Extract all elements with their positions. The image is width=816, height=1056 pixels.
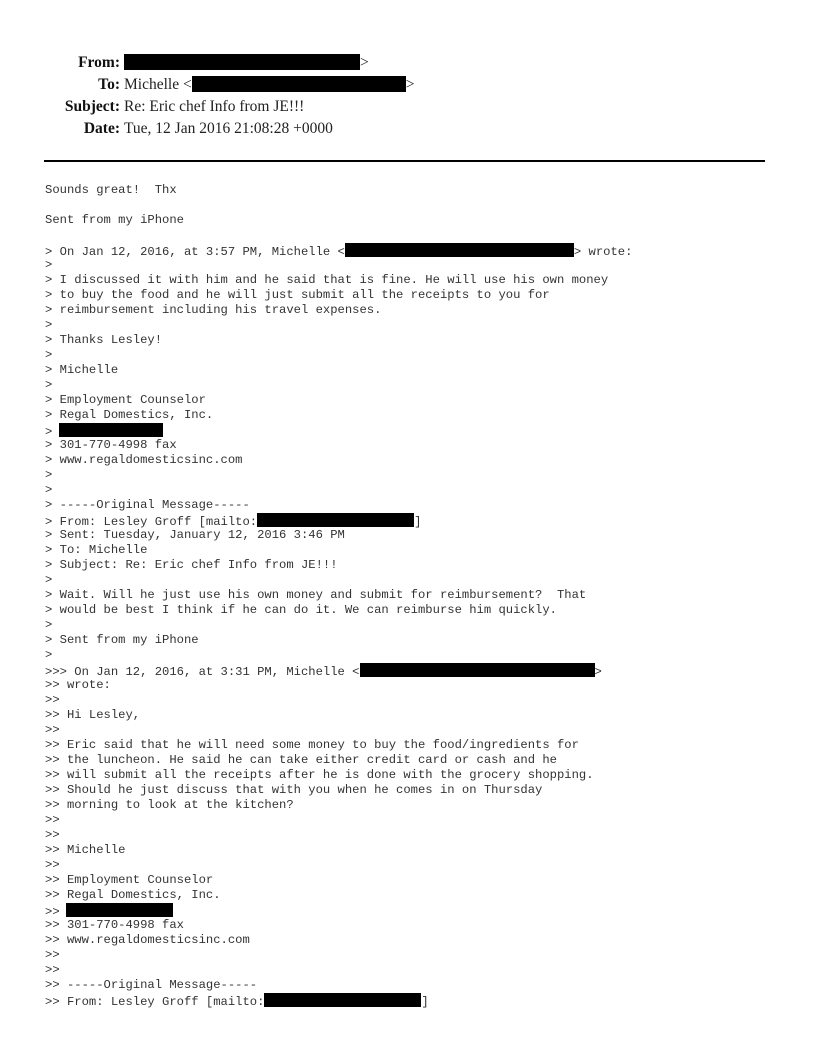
body-line: [45, 993, 805, 1008]
header-date: [0, 118, 816, 140]
body-line: >> Employment Counselor: [45, 873, 214, 887]
redaction-bar: [264, 993, 421, 1007]
date-value: Tue, 12 Jan 2016 21:08:28 +0000: [124, 120, 333, 137]
redaction-bar: [124, 54, 360, 70]
body-line: >> wrote:: [45, 678, 111, 692]
line-text: > wrote:: [573, 245, 633, 259]
body-line: >> 301-770-4998 fax: [45, 918, 184, 932]
redaction-bar: [257, 513, 414, 527]
subject-label: Subject:: [64, 98, 120, 115]
body-line: >>: [45, 723, 60, 737]
body-line: [45, 903, 805, 918]
body-line: >>: [45, 813, 60, 827]
body-line: >> Should he just discuss that with you when he comes in on Thursday: [45, 783, 543, 797]
header-to: [0, 74, 816, 96]
body-line: >: [45, 648, 53, 662]
body-line: Sent from my iPhone: [45, 213, 184, 227]
body-line: > reimbursement including his travel expenses.: [45, 303, 382, 317]
body-line: >> Hi Lesley,: [45, 708, 141, 722]
body-line: > would be best I think if he can do it. We can reimburse him quickly.: [45, 603, 557, 617]
body-line: > www.regaldomesticsinc.com: [45, 453, 243, 467]
line-text: >>> On Jan 12, 2016, at 3:31 PM, Michelle <: [45, 665, 360, 679]
redaction-bar: [59, 423, 163, 437]
body-line: > Wait. Will he just use his own money and submit for reimbursement? That: [45, 588, 587, 602]
body-line: >> morning to look at the kitchen?: [45, 798, 294, 812]
body-line: >>: [45, 828, 60, 842]
redaction-bar: [192, 76, 406, 92]
body-line: [45, 513, 805, 528]
body-line: >: [45, 318, 53, 332]
subject-value: Re: Eric chef Info from JE!!!: [124, 98, 305, 115]
date-label: Date:: [83, 120, 120, 137]
body-line: >>: [45, 948, 60, 962]
body-line: > Sent from my iPhone: [45, 633, 199, 647]
body-line: >> will submit all the receipts after he is done with the grocery shopping.: [45, 768, 594, 782]
to-label: To:: [98, 76, 120, 93]
from-label: From:: [78, 54, 120, 71]
body-line: [45, 243, 805, 258]
body-line: >: [45, 573, 53, 587]
from-suffix: >: [360, 54, 369, 71]
body-line: >> Regal Domestics, Inc.: [45, 888, 221, 902]
body-line: >: [45, 468, 53, 482]
body-line: > Sent: Tuesday, January 12, 2016 3:46 PM: [45, 528, 345, 542]
redaction-bar: [345, 243, 574, 257]
header-from: [0, 52, 816, 74]
line-text: >: [594, 665, 602, 679]
body-line: > Michelle: [45, 363, 119, 377]
header-subject: [0, 96, 816, 118]
body-line: > Employment Counselor: [45, 393, 206, 407]
body-line: > Regal Domestics, Inc.: [45, 408, 214, 422]
blank-line: [45, 228, 805, 243]
body-line: > Subject: Re: Eric chef Info from JE!!!: [45, 558, 338, 572]
line-text: > From: Lesley Groff [mailto:: [45, 515, 258, 529]
to-name: Michelle <: [124, 76, 192, 93]
body-line: >> Eric said that he will need some money to buy the food/ingredients for: [45, 738, 579, 752]
line-text: >> From: Lesley Groff [mailto:: [45, 995, 265, 1009]
body-line: >>: [45, 963, 60, 977]
body-line: > I discussed it with him and he said that is fine. He will use his own money: [45, 273, 609, 287]
line-text: > On Jan 12, 2016, at 3:57 PM, Michelle <: [45, 245, 345, 259]
body-line: >: [45, 258, 53, 272]
body-line: Sounds great! Thx: [45, 183, 177, 197]
body-line: >: [45, 618, 53, 632]
line-text: ]: [421, 995, 429, 1009]
line-text: >: [45, 425, 53, 439]
blank-line: [45, 198, 805, 213]
body-line: > -----Original Message-----: [45, 498, 250, 512]
email-body: [45, 183, 805, 1008]
body-line: >> the luncheon. He said he can take either credit card or cash and he: [45, 753, 557, 767]
line-text: >>: [45, 905, 60, 919]
header-divider: [44, 160, 765, 162]
body-line: >: [45, 378, 53, 392]
body-line: >: [45, 483, 53, 497]
body-line: >> www.regaldomesticsinc.com: [45, 933, 250, 947]
to-value: [124, 74, 414, 96]
line-text: ]: [414, 515, 422, 529]
redaction-bar: [66, 903, 173, 917]
body-line: >> -----Original Message-----: [45, 978, 258, 992]
body-line: > To: Michelle: [45, 543, 148, 557]
body-line: >: [45, 348, 53, 362]
body-line: > Thanks Lesley!: [45, 333, 163, 347]
body-line: >>: [45, 858, 60, 872]
to-suffix: >: [405, 76, 415, 93]
body-line: > 301-770-4998 fax: [45, 438, 177, 452]
body-line: > to buy the food and he will just submit all the receipts to you for: [45, 288, 550, 302]
from-value: [124, 52, 369, 74]
body-line: >>: [45, 693, 60, 707]
body-line: >> Michelle: [45, 843, 126, 857]
redaction-bar: [360, 663, 595, 677]
body-line: [45, 423, 805, 438]
body-line: [45, 663, 805, 678]
